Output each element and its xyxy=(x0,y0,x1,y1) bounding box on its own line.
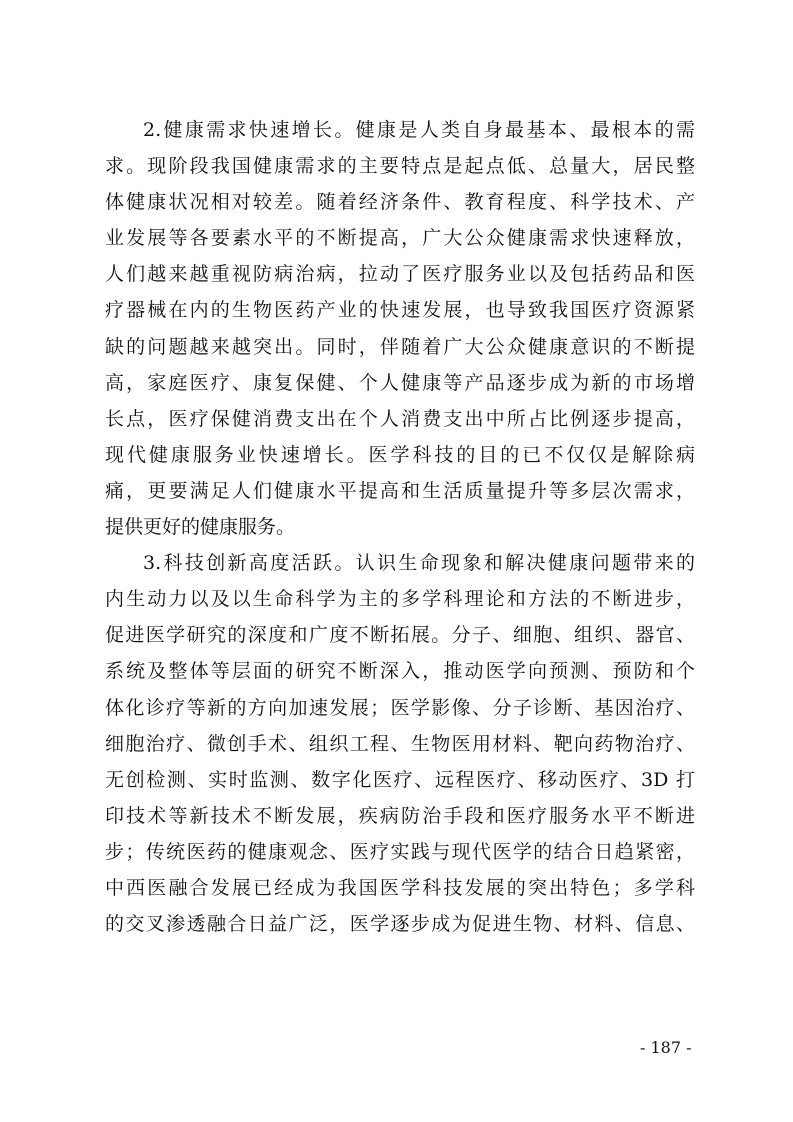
text-line: 无创检测、实时监测、数字化医疗、远程医疗、移动医疗、3D 打 xyxy=(105,768,695,791)
text-line: 系统及整体等层面的研究不断深入，推动医学向预测、预防和个 xyxy=(105,660,695,683)
text-line: 体化诊疗等新的方向加速发展；医学影像、分子诊断、基因治疗、 xyxy=(105,696,695,719)
body-text xyxy=(105,112,695,942)
text-line: 痛，更要满足人们健康水平提高和生活质量提升等多层次需求， xyxy=(105,479,695,502)
text-line: 求。现阶段我国健康需求的主要特点是起点低、总量大，居民整 xyxy=(105,155,695,178)
text-line: 步；传统医药的健康观念、医疗实践与现代医学的结合日趋紧密， xyxy=(105,840,695,863)
text-line: 提供更好的健康服务。 xyxy=(105,516,296,539)
text-line: 现代健康服务业快速增长。医学科技的目的已不仅仅是解除病 xyxy=(105,443,695,466)
text-line: 高，家庭医疗、康复保健、个人健康等产品逐步成为新的市场增 xyxy=(105,371,695,394)
text-line: 中西医融合发展已经成为我国医学科技发展的突出特色；多学科 xyxy=(105,876,695,899)
text-line: 细胞治疗、微创手术、组织工程、生物医用材料、靶向药物治疗、 xyxy=(105,732,695,755)
text-line: 疗器械在内的生物医药产业的快速发展，也导致我国医疗资源紧 xyxy=(105,299,695,322)
text-line: 的交叉渗透融合日益广泛，医学逐步成为促进生物、材料、信息、 xyxy=(105,913,695,936)
text-line: 长点，医疗保健消费支出在个人消费支出中所占比例逐步提高， xyxy=(105,407,695,430)
text-line: 印技术等新技术不断发展，疾病防治手段和医疗服务水平不断进 xyxy=(105,804,695,827)
text-line: 人们越来越重视防病治病，拉动了医疗服务业以及包括药品和医 xyxy=(105,263,695,286)
text-line: 体健康状况相对较差。随着经济条件、教育程度、科学技术、产 xyxy=(105,191,695,214)
text-line: 内生动力以及以生命科学为主的多学科理论和方法的不断进步， xyxy=(105,588,695,611)
text-line: 缺的问题越来越突出。同时，伴随着广大公众健康意识的不断提 xyxy=(105,335,695,358)
paragraph-tech-innovation xyxy=(105,545,695,942)
text-line: 3.科技创新高度活跃。认识生命现象和解决健康问题带来的 xyxy=(143,552,695,575)
text-line: 业发展等各要素水平的不断提高，广大公众健康需求快速释放， xyxy=(105,227,695,250)
text-line: 促进医学研究的深度和广度不断拓展。分子、细胞、组织、器官、 xyxy=(105,624,695,647)
page-number: - 187 - xyxy=(640,1038,692,1057)
paragraph-health-demand xyxy=(105,112,695,545)
text-line: 2.健康需求快速增长。健康是人类自身最基本、最根本的需 xyxy=(143,119,695,141)
